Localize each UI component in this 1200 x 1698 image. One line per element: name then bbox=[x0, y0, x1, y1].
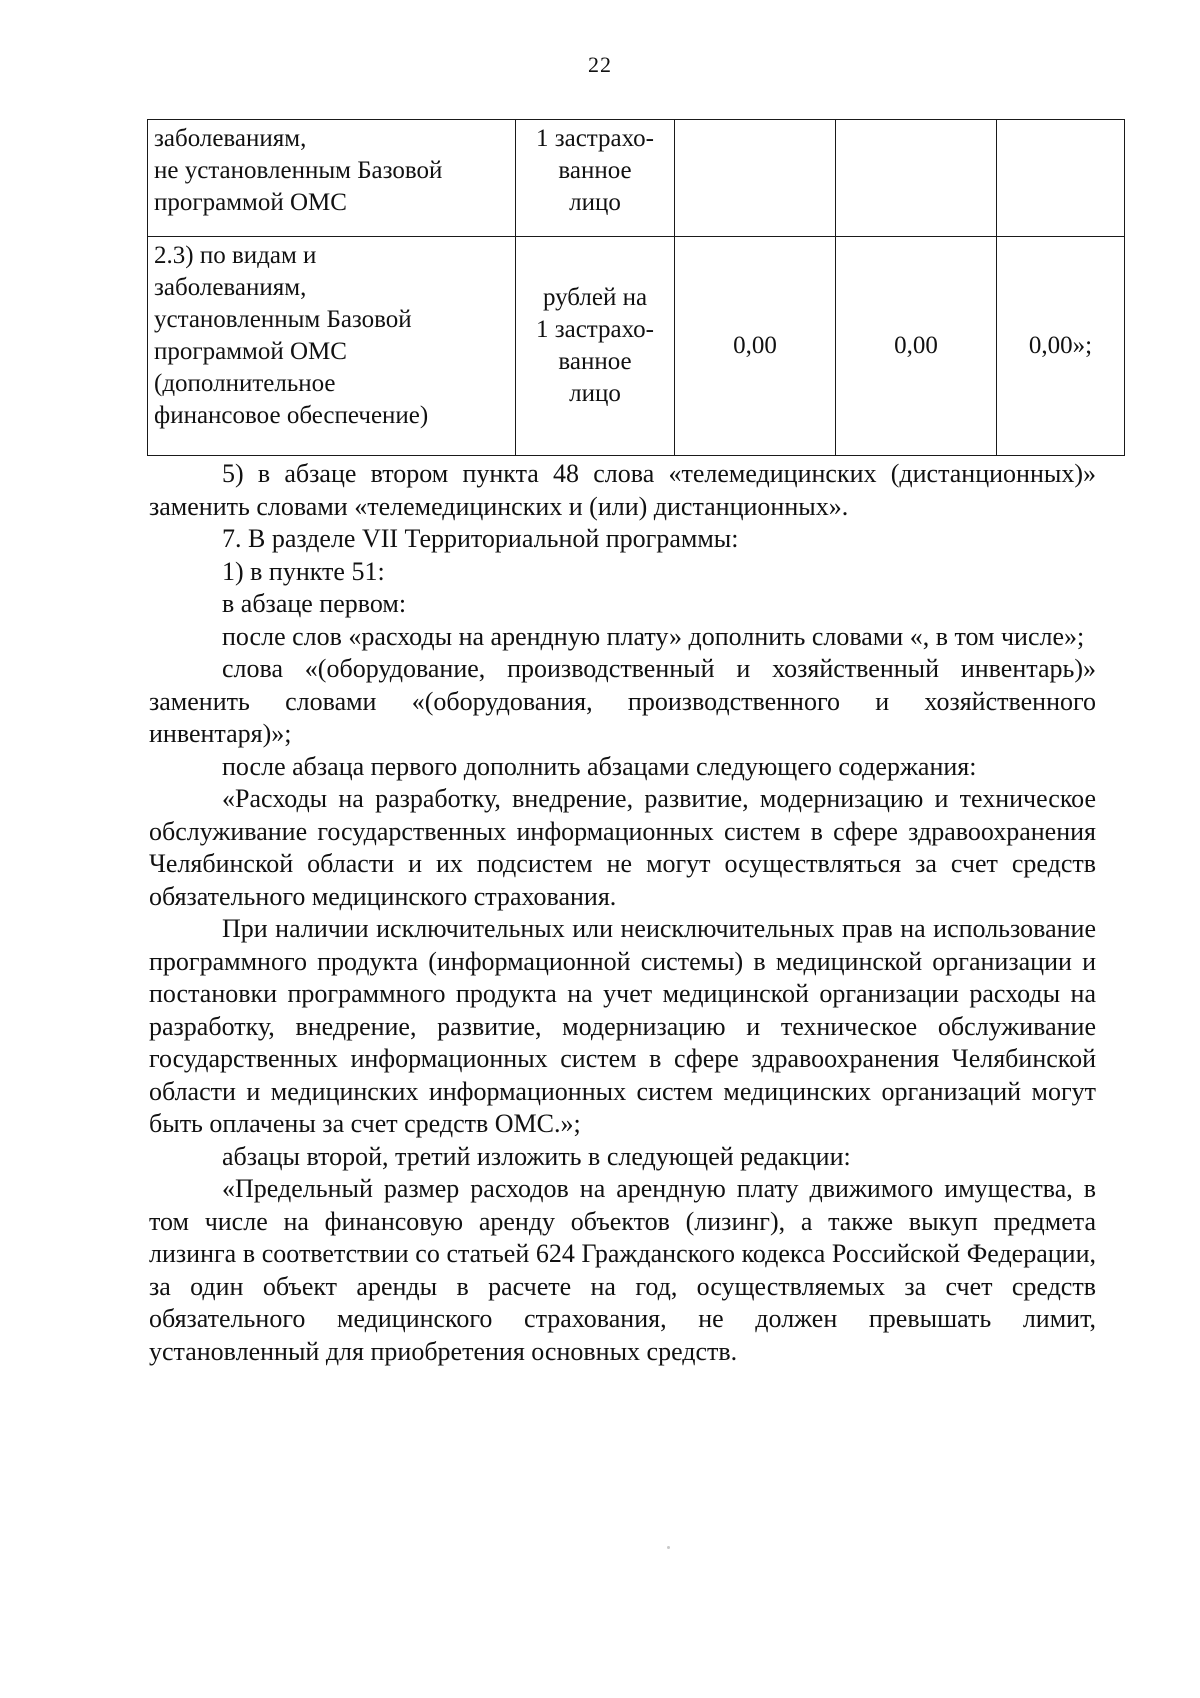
table-cell-value-2 bbox=[836, 120, 997, 237]
cell-line: лицо bbox=[569, 380, 621, 407]
cell-line: ванное bbox=[558, 348, 632, 375]
paragraph-section-7: 7. В разделе VII Территориальной программы: bbox=[222, 524, 739, 553]
table-cell-value-3 bbox=[997, 120, 1125, 237]
table-cell-value-1: 0,00 bbox=[675, 237, 836, 456]
cell-line: ванное bbox=[558, 157, 632, 184]
cell-line: 2.3) по видам и bbox=[154, 242, 317, 269]
paragraph-replace-words: слова «(оборудование, производственный и хозяйственный инвентарь)» заменить словами «(оборудования, производственного и хозяйственного инвентаря)»; bbox=[149, 654, 1096, 748]
paragraph-item-5: 5) в абзаце втором пункта 48 слова «телемедицинских (дистанционных)» заменить словами «телемедицинских и (или) дистанционных». bbox=[149, 459, 1096, 521]
table-cell-name bbox=[148, 237, 516, 456]
paragraph-quote-rights: При наличии исключительных или неисключительных прав на использование программного продукта (информационной системы) в медицинской организации и постановки программного продукта на учет медицинской организации расходы на разработку, внедрение, развитие, модернизацию и техническое обслуживание государственных информационных систем в сфере здравоохранения Челябинской области и медицинских информационных систем медицинских организаций могут быть оплачены за счет средств ОМС.»; bbox=[149, 914, 1096, 1138]
cell-line: 1 застрахо- bbox=[535, 125, 655, 152]
table-cell-value-2: 0,00 bbox=[836, 237, 997, 456]
paragraph-quote-expenses: «Расходы на разработку, внедрение, развитие, модернизацию и техническое обслуживание государственных информационных систем в сфере здравоохранения Челябинской области и их подсистем не могут осуществляться за счет средств обязательного медицинского страхования. bbox=[149, 784, 1096, 911]
cell-line: не установленным Базовой bbox=[154, 157, 443, 184]
cell-line: заболеваниям, bbox=[154, 125, 307, 152]
table-row bbox=[148, 237, 1125, 456]
cell-line: 1 застрахо- bbox=[535, 316, 655, 343]
cell-line: установленным Базовой bbox=[154, 306, 412, 333]
scan-artifact bbox=[667, 1546, 670, 1549]
page-number: 22 bbox=[588, 52, 612, 77]
cell-line: финансовое обеспечение) bbox=[154, 402, 429, 429]
table-cell-name bbox=[148, 120, 516, 237]
paragraph-abzacs-2-3: абзацы второй, третий изложить в следующей редакции: bbox=[222, 1141, 851, 1171]
cell-line: лицо bbox=[569, 189, 621, 216]
table-cell-unit bbox=[516, 237, 675, 456]
cell-line: заболеваниям, bbox=[154, 274, 307, 301]
cell-line: (дополнительное bbox=[154, 370, 336, 397]
table-cell-value-1 bbox=[675, 120, 836, 237]
cell-line: программой ОМС bbox=[154, 338, 347, 365]
paragraph-point-51: 1) в пункте 51: bbox=[222, 556, 385, 586]
table-cell-unit bbox=[516, 120, 675, 237]
paragraph-quote-limit: «Предельный размер расходов на арендную плату движимого имущества, в том числе на финансовую аренду объектов (лизинг), а также выкуп предмета лизинга в соответствии со статьей 624 Гражданского кодекса Российской Федерации, за один объект аренды в расчете на год, осуществляемых за счет средств обязательного медицинского страхования, не должен превышать лимит, установленный для приобретения основных средств. bbox=[149, 1174, 1096, 1366]
paragraph-add-words: после слов «расходы на арендную плату» дополнить словами «, в том числе»; bbox=[222, 621, 1085, 651]
tariff-table bbox=[147, 119, 1125, 456]
document-body bbox=[149, 458, 1096, 1368]
table-cell-value-3: 0,00»; bbox=[997, 237, 1125, 456]
table-row bbox=[148, 120, 1125, 237]
cell-line: программой ОМС bbox=[154, 189, 347, 216]
paragraph-add-abzacs: после абзаца первого дополнить абзацами следующего содержания: bbox=[222, 751, 977, 781]
paragraph-first-abzac: в абзаце первом: bbox=[222, 589, 407, 618]
cell-line: рублей на bbox=[542, 284, 648, 311]
